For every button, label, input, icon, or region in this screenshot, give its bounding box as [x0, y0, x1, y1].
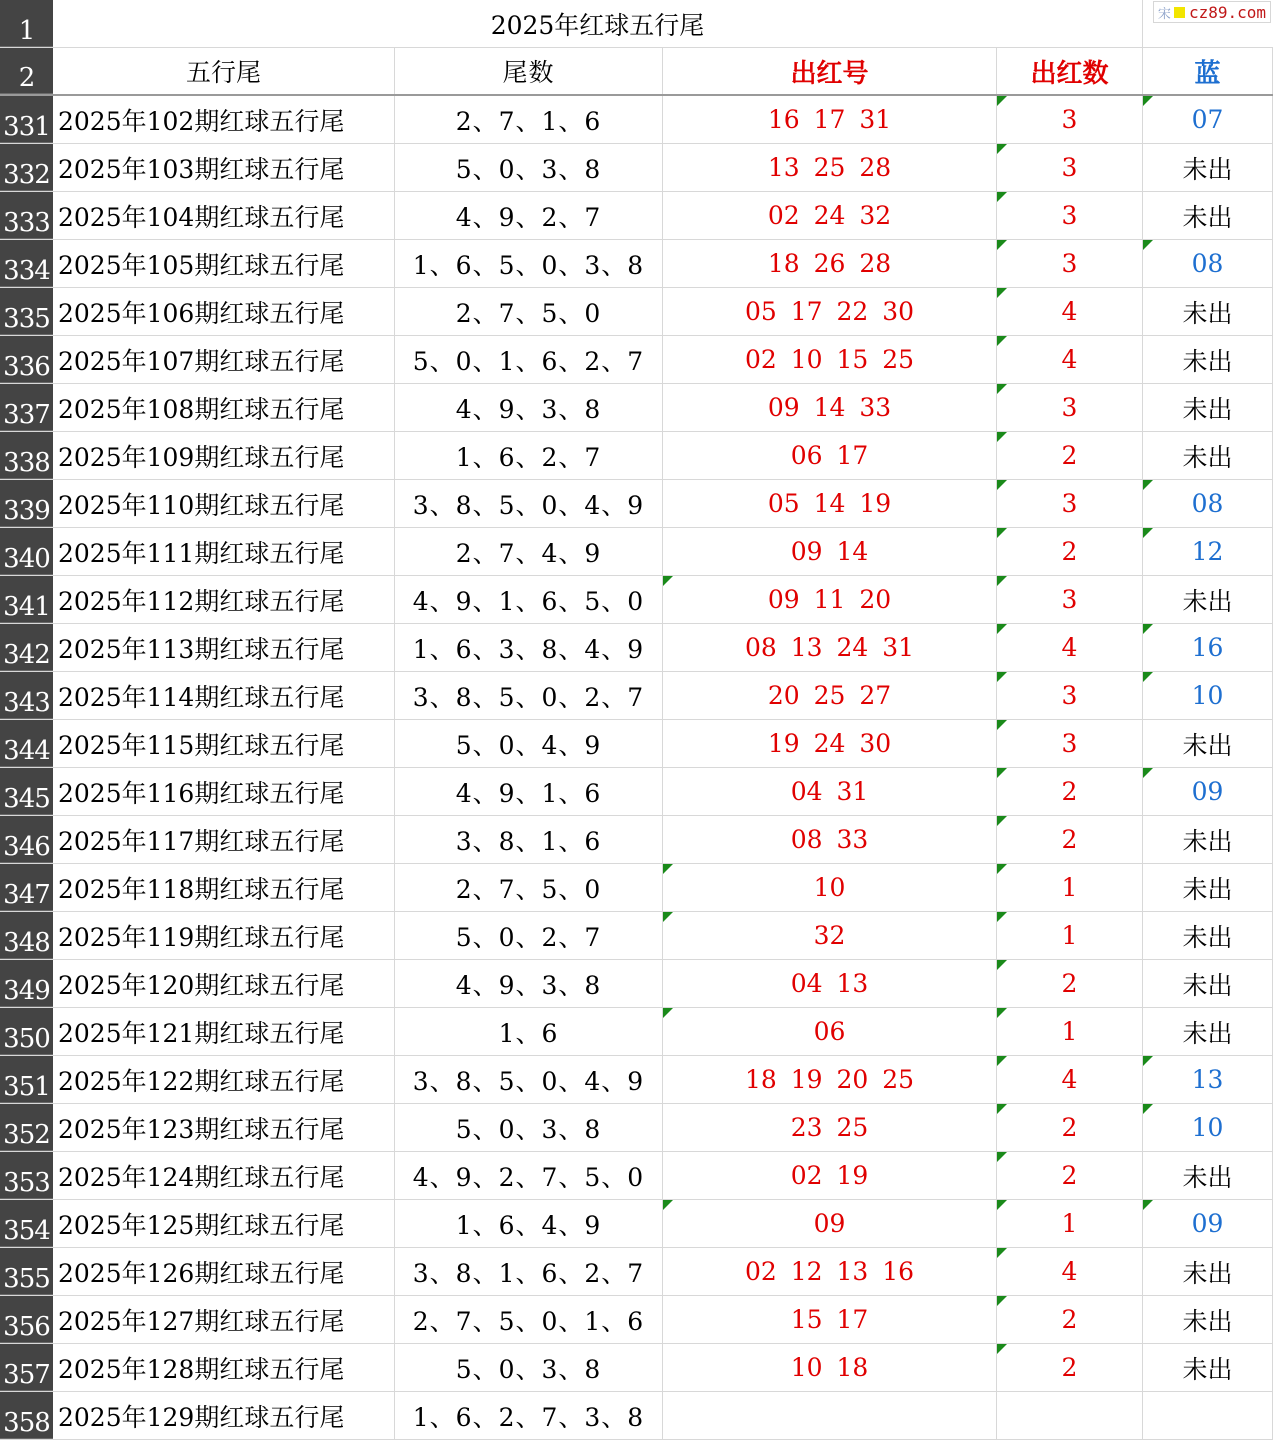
table-row — [0, 816, 1273, 864]
cell-red-count[interactable]: 2 — [997, 1296, 1143, 1343]
watermark-logo-icon — [1174, 7, 1185, 18]
cell-red-numbers[interactable]: 15 17 — [663, 1296, 997, 1343]
cell-red-count[interactable]: 2 — [997, 1152, 1143, 1199]
header-row — [0, 48, 1273, 96]
cell-blue-ball[interactable]: 10 — [1143, 672, 1273, 719]
cell-red-count[interactable]: 3 — [997, 192, 1143, 239]
row-header[interactable]: 2 — [0, 48, 53, 94]
cell-blue-ball[interactable]: 08 — [1143, 240, 1273, 287]
cell-red-count[interactable]: 3 — [997, 672, 1143, 719]
cell-tail-digits[interactable]: 1、6、5、0、3、8 — [395, 240, 663, 287]
cell-blue-ball[interactable]: 未出 — [1143, 1344, 1273, 1391]
cell-period-label[interactable]: 2025年102期红球五行尾 — [53, 96, 395, 143]
table-row — [0, 1056, 1273, 1104]
cell-blue-ball[interactable] — [1143, 1392, 1273, 1439]
cell-blue-ball[interactable]: 未出 — [1143, 912, 1273, 959]
cell-red-numbers[interactable]: 19 24 30 — [663, 720, 997, 767]
row-header[interactable]: 348 — [0, 912, 53, 959]
cell-blue-ball[interactable]: 10 — [1143, 1104, 1273, 1151]
table-row — [0, 1392, 1273, 1440]
table-row — [0, 960, 1273, 1008]
cell-red-count[interactable]: 4 — [997, 1056, 1143, 1103]
cell-tail-digits[interactable]: 3、8、5、0、4、9 — [395, 1056, 663, 1103]
site-watermark — [1153, 1, 1271, 23]
cell-tail-digits[interactable]: 1、6、3、8、4、9 — [395, 624, 663, 671]
cell-tail-digits[interactable]: 4、9、2、7、5、0 — [395, 1152, 663, 1199]
cell-tail-digits[interactable]: 3、8、1、6、2、7 — [395, 1248, 663, 1295]
table-row — [0, 480, 1273, 528]
cell-blue-ball[interactable]: 未出 — [1143, 384, 1273, 431]
table-row — [0, 1008, 1273, 1056]
row-header[interactable]: 344 — [0, 720, 53, 767]
sheet-title[interactable]: 2025年红球五行尾 — [53, 0, 1143, 47]
row-header[interactable]: 346 — [0, 816, 53, 863]
cell-red-count[interactable]: 3 — [997, 576, 1143, 623]
cell-tail-digits[interactable]: 2、7、5、0、1、6 — [395, 1296, 663, 1343]
cell-period-label[interactable]: 2025年121期红球五行尾 — [53, 1008, 395, 1055]
table-row — [0, 624, 1273, 672]
cell-red-numbers[interactable]: 06 — [663, 1008, 997, 1055]
table-row — [0, 1344, 1273, 1392]
cell-period-label[interactable]: 2025年108期红球五行尾 — [53, 384, 395, 431]
cell-red-count[interactable]: 2 — [997, 768, 1143, 815]
row-header[interactable]: 356 — [0, 1296, 53, 1343]
column-header-weishu[interactable]: 尾数 — [395, 48, 663, 94]
cell-period-label[interactable]: 2025年120期红球五行尾 — [53, 960, 395, 1007]
cell-red-count[interactable]: 1 — [997, 1200, 1143, 1247]
row-header[interactable]: 352 — [0, 1104, 53, 1151]
cell-red-numbers[interactable]: 04 31 — [663, 768, 997, 815]
cell-red-numbers[interactable]: 05 17 22 30 — [663, 288, 997, 335]
cell-red-count[interactable]: 1 — [997, 1008, 1143, 1055]
cell-red-count[interactable]: 1 — [997, 864, 1143, 911]
cell-red-count[interactable]: 3 — [997, 480, 1143, 527]
cell-blue-ball[interactable]: 09 — [1143, 1200, 1273, 1247]
cell-red-count[interactable]: 2 — [997, 432, 1143, 479]
cell-tail-digits[interactable]: 5、0、4、9 — [395, 720, 663, 767]
row-header[interactable]: 337 — [0, 384, 53, 431]
cell-blue-ball[interactable]: 未出 — [1143, 1296, 1273, 1343]
column-header-chuhonghao[interactable]: 出红号 — [663, 48, 997, 94]
column-header-lan[interactable]: 蓝 — [1143, 48, 1273, 94]
cell-period-label[interactable]: 2025年110期红球五行尾 — [53, 480, 395, 527]
cell-tail-digits[interactable]: 3、8、1、6 — [395, 816, 663, 863]
cell-red-count[interactable] — [997, 1392, 1143, 1439]
cell-period-label[interactable]: 2025年106期红球五行尾 — [53, 288, 395, 335]
cell-red-numbers[interactable]: 04 13 — [663, 960, 997, 1007]
cell-red-count[interactable]: 2 — [997, 816, 1143, 863]
table-row — [0, 528, 1273, 576]
table-row — [0, 384, 1273, 432]
cell-period-label[interactable]: 2025年126期红球五行尾 — [53, 1248, 395, 1295]
cell-tail-digits[interactable]: 1、6 — [395, 1008, 663, 1055]
cell-red-numbers[interactable]: 10 18 — [663, 1344, 997, 1391]
row-header[interactable]: 332 — [0, 144, 53, 191]
row-header[interactable]: 351 — [0, 1056, 53, 1103]
cell-tail-digits[interactable]: 5、0、3、8 — [395, 144, 663, 191]
cell-period-label[interactable]: 2025年116期红球五行尾 — [53, 768, 395, 815]
cell-red-count[interactable]: 4 — [997, 336, 1143, 383]
row-header[interactable]: 357 — [0, 1344, 53, 1391]
cell-period-label[interactable]: 2025年111期红球五行尾 — [53, 528, 395, 575]
row-header[interactable]: 338 — [0, 432, 53, 479]
table-row — [0, 192, 1273, 240]
cell-period-label[interactable]: 2025年124期红球五行尾 — [53, 1152, 395, 1199]
cell-red-numbers[interactable] — [663, 1392, 997, 1439]
row-header[interactable]: 343 — [0, 672, 53, 719]
cell-blue-ball[interactable]: 未出 — [1143, 816, 1273, 863]
cell-blue-ball[interactable]: 未出 — [1143, 336, 1273, 383]
table-row — [0, 864, 1273, 912]
row-header[interactable]: 331 — [0, 96, 53, 143]
cell-red-numbers[interactable]: 32 — [663, 912, 997, 959]
cell-red-count[interactable]: 2 — [997, 1104, 1143, 1151]
cell-blue-ball[interactable]: 13 — [1143, 1056, 1273, 1103]
cell-period-label[interactable]: 2025年107期红球五行尾 — [53, 336, 395, 383]
cell-period-label[interactable]: 2025年114期红球五行尾 — [53, 672, 395, 719]
cell-red-numbers[interactable]: 06 17 — [663, 432, 997, 479]
cell-red-count[interactable]: 2 — [997, 1344, 1143, 1391]
cell-blue-ball[interactable]: 未出 — [1143, 720, 1273, 767]
cell-red-numbers[interactable]: 05 14 19 — [663, 480, 997, 527]
cell-red-numbers[interactable]: 02 10 15 25 — [663, 336, 997, 383]
table-row — [0, 912, 1273, 960]
cell-blue-ball[interactable]: 未出 — [1143, 192, 1273, 239]
cell-blue-ball[interactable]: 未出 — [1143, 1248, 1273, 1295]
row-header[interactable]: 1 — [0, 0, 53, 47]
cell-red-numbers[interactable]: 18 19 20 25 — [663, 1056, 997, 1103]
cell-red-count[interactable]: 4 — [997, 288, 1143, 335]
cell-period-label[interactable]: 2025年128期红球五行尾 — [53, 1344, 395, 1391]
cell-red-numbers[interactable]: 02 19 — [663, 1152, 997, 1199]
table-row — [0, 288, 1273, 336]
cell-tail-digits[interactable]: 5、0、2、7 — [395, 912, 663, 959]
cell-blue-ball[interactable]: 12 — [1143, 528, 1273, 575]
cell-period-label[interactable]: 2025年105期红球五行尾 — [53, 240, 395, 287]
cell-red-numbers[interactable]: 08 13 24 31 — [663, 624, 997, 671]
cell-tail-digits[interactable]: 5、0、1、6、2、7 — [395, 336, 663, 383]
table-row — [0, 1200, 1273, 1248]
cell-blue-ball[interactable]: 未出 — [1143, 960, 1273, 1007]
table-row — [0, 96, 1273, 144]
cell-red-numbers[interactable]: 20 25 27 — [663, 672, 997, 719]
cell-blue-ball[interactable]: 16 — [1143, 624, 1273, 671]
cell-tail-digits[interactable]: 4、9、2、7 — [395, 192, 663, 239]
cell-red-numbers[interactable]: 09 14 33 — [663, 384, 997, 431]
cell-tail-digits[interactable]: 1、6、2、7、3、8 — [395, 1392, 663, 1439]
cell-period-label[interactable]: 2025年113期红球五行尾 — [53, 624, 395, 671]
cell-tail-digits[interactable]: 5、0、3、8 — [395, 1104, 663, 1151]
cell-tail-digits[interactable]: 2、7、4、9 — [395, 528, 663, 575]
cell-blue-ball[interactable]: 未出 — [1143, 576, 1273, 623]
cell-red-count[interactable]: 3 — [997, 384, 1143, 431]
cell-blue-ball[interactable]: 08 — [1143, 480, 1273, 527]
cell-tail-digits[interactable]: 4、9、3、8 — [395, 384, 663, 431]
table-row — [0, 432, 1273, 480]
row-header[interactable]: 342 — [0, 624, 53, 671]
cell-red-numbers[interactable]: 08 33 — [663, 816, 997, 863]
row-header[interactable]: 350 — [0, 1008, 53, 1055]
cell-period-label[interactable]: 2025年104期红球五行尾 — [53, 192, 395, 239]
cell-red-numbers[interactable]: 02 12 13 16 — [663, 1248, 997, 1295]
row-header[interactable]: 354 — [0, 1200, 53, 1247]
row-header[interactable]: 347 — [0, 864, 53, 911]
cell-blue-ball[interactable]: 未出 — [1143, 864, 1273, 911]
column-header-wuxingwei[interactable]: 五行尾 — [53, 48, 395, 94]
cell-tail-digits[interactable]: 2、7、1、6 — [395, 96, 663, 143]
cell-blue-ball[interactable]: 07 — [1143, 96, 1273, 143]
cell-blue-ball[interactable]: 未出 — [1143, 432, 1273, 479]
watermark-text: cz89.com — [1188, 2, 1266, 22]
table-row — [0, 576, 1273, 624]
row-header[interactable]: 358 — [0, 1392, 53, 1439]
cell-blue-ball[interactable]: 未出 — [1143, 288, 1273, 335]
cell-tail-digits[interactable]: 4、9、1、6、5、0 — [395, 576, 663, 623]
row-header[interactable]: 335 — [0, 288, 53, 335]
cell-red-count[interactable]: 1 — [997, 912, 1143, 959]
cell-tail-digits[interactable]: 2、7、5、0 — [395, 864, 663, 911]
cell-tail-digits[interactable]: 4、9、1、6 — [395, 768, 663, 815]
watermark-prefix: 宋 — [1157, 6, 1171, 22]
row-header[interactable]: 336 — [0, 336, 53, 383]
cell-red-count[interactable]: 2 — [997, 960, 1143, 1007]
cell-red-numbers[interactable]: 02 24 32 — [663, 192, 997, 239]
cell-period-label[interactable]: 2025年117期红球五行尾 — [53, 816, 395, 863]
data-rows — [0, 96, 1273, 1440]
cell-red-numbers[interactable]: 10 — [663, 864, 997, 911]
row-header[interactable]: 340 — [0, 528, 53, 575]
cell-red-numbers[interactable]: 23 25 — [663, 1104, 997, 1151]
table-row — [0, 1104, 1273, 1152]
row-header[interactable]: 334 — [0, 240, 53, 287]
cell-period-label[interactable]: 2025年123期红球五行尾 — [53, 1104, 395, 1151]
row-header[interactable]: 355 — [0, 1248, 53, 1295]
row-header[interactable]: 353 — [0, 1152, 53, 1199]
table-row — [0, 1248, 1273, 1296]
cell-period-label[interactable]: 2025年127期红球五行尾 — [53, 1296, 395, 1343]
cell-period-label[interactable]: 2025年125期红球五行尾 — [53, 1200, 395, 1247]
cell-red-count[interactable]: 3 — [997, 720, 1143, 767]
cell-period-label[interactable]: 2025年109期红球五行尾 — [53, 432, 395, 479]
cell-tail-digits[interactable]: 4、9、3、8 — [395, 960, 663, 1007]
row-header[interactable]: 339 — [0, 480, 53, 527]
table-row — [0, 1152, 1273, 1200]
cell-red-count[interactable]: 4 — [997, 624, 1143, 671]
cell-red-count[interactable]: 2 — [997, 528, 1143, 575]
cell-red-count[interactable]: 3 — [997, 240, 1143, 287]
row-header[interactable]: 341 — [0, 576, 53, 623]
cell-tail-digits[interactable]: 5、0、3、8 — [395, 1344, 663, 1391]
cell-period-label[interactable]: 2025年103期红球五行尾 — [53, 144, 395, 191]
cell-red-numbers[interactable]: 09 14 — [663, 528, 997, 575]
table-row — [0, 240, 1273, 288]
cell-blue-ball[interactable]: 未出 — [1143, 1152, 1273, 1199]
cell-tail-digits[interactable]: 1、6、2、7 — [395, 432, 663, 479]
cell-period-label[interactable]: 2025年118期红球五行尾 — [53, 864, 395, 911]
cell-tail-digits[interactable]: 1、6、4、9 — [395, 1200, 663, 1247]
table-row — [0, 768, 1273, 816]
title-row — [0, 0, 1273, 48]
cell-red-count[interactable]: 3 — [997, 144, 1143, 191]
cell-red-numbers[interactable]: 09 — [663, 1200, 997, 1247]
cell-blue-ball[interactable]: 未出 — [1143, 1008, 1273, 1055]
row-header[interactable]: 349 — [0, 960, 53, 1007]
table-row — [0, 672, 1273, 720]
cell-tail-digits[interactable]: 3、8、5、0、4、9 — [395, 480, 663, 527]
cell-period-label[interactable]: 2025年112期红球五行尾 — [53, 576, 395, 623]
cell-red-numbers[interactable]: 13 25 28 — [663, 144, 997, 191]
cell-red-count[interactable]: 4 — [997, 1248, 1143, 1295]
cell-blue-ball[interactable]: 09 — [1143, 768, 1273, 815]
table-row — [0, 336, 1273, 384]
cell-period-label[interactable]: 2025年122期红球五行尾 — [53, 1056, 395, 1103]
cell-tail-digits[interactable]: 2、7、5、0 — [395, 288, 663, 335]
cell-red-numbers[interactable]: 18 26 28 — [663, 240, 997, 287]
column-header-chuhongshu[interactable]: 出红数 — [997, 48, 1143, 94]
cell-period-label[interactable]: 2025年115期红球五行尾 — [53, 720, 395, 767]
table-row — [0, 144, 1273, 192]
row-header[interactable]: 345 — [0, 768, 53, 815]
cell-blue-ball[interactable]: 未出 — [1143, 144, 1273, 191]
row-header[interactable]: 333 — [0, 192, 53, 239]
cell-tail-digits[interactable]: 3、8、5、0、2、7 — [395, 672, 663, 719]
cell-red-count[interactable]: 3 — [997, 96, 1143, 143]
cell-red-numbers[interactable]: 09 11 20 — [663, 576, 997, 623]
cell-red-numbers[interactable]: 16 17 31 — [663, 96, 997, 143]
cell-period-label[interactable]: 2025年119期红球五行尾 — [53, 912, 395, 959]
table-row — [0, 720, 1273, 768]
cell-period-label[interactable]: 2025年129期红球五行尾 — [53, 1392, 395, 1439]
table-row — [0, 1296, 1273, 1344]
